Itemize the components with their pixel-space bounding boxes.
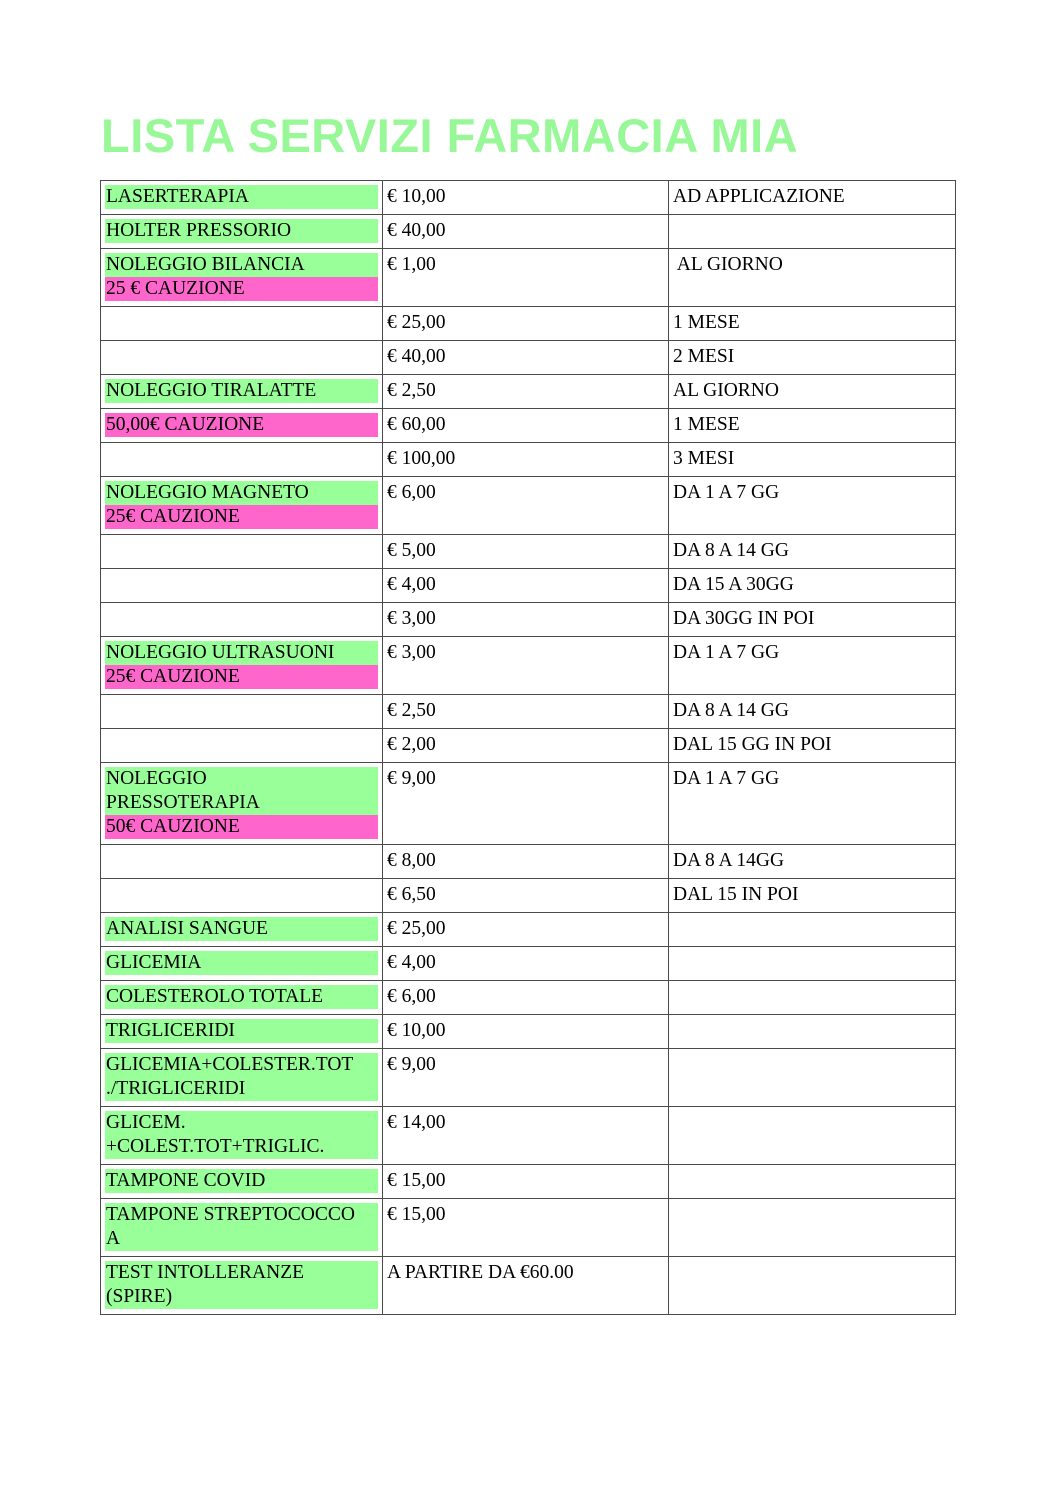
table-row: [101, 569, 956, 603]
service-name-line: TEST INTOLLERANZE: [106, 1262, 305, 1283]
service-cell: [101, 181, 383, 215]
price-cell: € 15,00: [383, 1199, 669, 1257]
services-price-table: [100, 180, 956, 1315]
duration-note-cell: [669, 1165, 956, 1199]
service-name-line: PRESSOTERAPIA: [106, 792, 260, 813]
price-cell: € 25,00: [383, 307, 669, 341]
table-row: [101, 477, 956, 535]
duration-note-cell: [669, 913, 956, 947]
service-cell: [101, 763, 383, 845]
service-name: [105, 985, 378, 1009]
table-row: [101, 1165, 956, 1199]
price-cell: € 10,00: [383, 1015, 669, 1049]
table-row: [101, 181, 956, 215]
table-row: [101, 443, 956, 477]
service-cell: [101, 845, 383, 879]
service-name-line: A: [106, 1228, 121, 1249]
service-cell: [101, 603, 383, 637]
table-row: [101, 845, 956, 879]
service-cell: [101, 443, 383, 477]
price-cell: € 3,00: [383, 603, 669, 637]
price-cell: € 40,00: [383, 215, 669, 249]
service-name-line: NOLEGGIO BILANCIA: [106, 254, 305, 275]
price-cell: € 3,00: [383, 637, 669, 695]
deposit-note: 25€ CAUZIONE: [105, 505, 378, 529]
service-cell: [101, 249, 383, 307]
duration-note-cell: [669, 215, 956, 249]
duration-note-cell: AD APPLICAZIONE: [669, 181, 956, 215]
service-name-line: ./TRIGLICERIDI: [106, 1078, 246, 1099]
table-row: [101, 603, 956, 637]
duration-note-cell: AL GIORNO: [669, 375, 956, 409]
service-name-line: COLESTEROLO TOTALE: [106, 986, 324, 1007]
duration-note-cell: DA 1 A 7 GG: [669, 477, 956, 535]
duration-note-cell: [669, 1015, 956, 1049]
price-cell: € 10,00: [383, 181, 669, 215]
deposit-note: 25 € CAUZIONE: [105, 277, 378, 301]
service-name: [105, 253, 378, 277]
table-row: [101, 981, 956, 1015]
price-cell: € 60,00: [383, 409, 669, 443]
duration-note-cell: DA 1 A 7 GG: [669, 763, 956, 845]
price-cell: € 6,00: [383, 981, 669, 1015]
price-cell: € 2,00: [383, 729, 669, 763]
price-cell: € 15,00: [383, 1165, 669, 1199]
duration-note-cell: DA 8 A 14 GG: [669, 535, 956, 569]
table-row: [101, 1199, 956, 1257]
price-cell: € 6,00: [383, 477, 669, 535]
service-cell: [101, 535, 383, 569]
service-cell: [101, 375, 383, 409]
service-cell: [101, 981, 383, 1015]
service-cell: [101, 215, 383, 249]
duration-note-cell: [669, 981, 956, 1015]
table-row: [101, 695, 956, 729]
price-cell: A PARTIRE DA €60.00: [383, 1257, 669, 1315]
table-row: [101, 307, 956, 341]
service-name-line: GLICEMIA: [106, 952, 202, 973]
service-name: [105, 1203, 378, 1251]
service-cell: [101, 947, 383, 981]
service-cell: [101, 1257, 383, 1315]
service-name-line: TRIGLICERIDI: [106, 1020, 235, 1041]
service-cell: [101, 409, 383, 443]
service-name: [105, 1169, 378, 1193]
service-cell: [101, 637, 383, 695]
service-name-line: GLICEM.: [106, 1112, 186, 1133]
service-name-line: NOLEGGIO: [106, 768, 207, 789]
duration-note-cell: AL GIORNO: [669, 249, 956, 307]
service-name: [105, 1111, 378, 1159]
service-cell: [101, 1015, 383, 1049]
service-cell: [101, 1165, 383, 1199]
service-name-line: +COLEST.TOT+TRIGLIC.: [106, 1136, 325, 1157]
service-cell: [101, 1049, 383, 1107]
table-row: [101, 1257, 956, 1315]
service-cell: [101, 913, 383, 947]
price-cell: € 1,00: [383, 249, 669, 307]
duration-note-cell: 1 MESE: [669, 409, 956, 443]
service-name-line: TAMPONE STREPTOCOCCO: [106, 1204, 355, 1225]
table-row: [101, 913, 956, 947]
duration-note-cell: DA 30GG IN POI: [669, 603, 956, 637]
service-cell: [101, 477, 383, 535]
price-cell: € 100,00: [383, 443, 669, 477]
duration-note-cell: DA 8 A 14 GG: [669, 695, 956, 729]
service-name: [105, 185, 378, 209]
price-cell: € 2,50: [383, 375, 669, 409]
service-cell: [101, 729, 383, 763]
price-cell: € 8,00: [383, 845, 669, 879]
table-row: [101, 879, 956, 913]
service-name: [105, 767, 378, 815]
price-cell: € 9,00: [383, 763, 669, 845]
duration-note-cell: [669, 1257, 956, 1315]
table-row: [101, 1107, 956, 1165]
service-name: [105, 1019, 378, 1043]
service-name: [105, 379, 378, 403]
duration-note-cell: 2 MESI: [669, 341, 956, 375]
table-row: [101, 947, 956, 981]
price-cell: € 14,00: [383, 1107, 669, 1165]
table-row: [101, 729, 956, 763]
service-cell: [101, 307, 383, 341]
table-row: [101, 249, 956, 307]
price-cell: € 2,50: [383, 695, 669, 729]
service-name-line: ANALISI SANGUE: [106, 918, 268, 939]
service-name-line: NOLEGGIO MAGNETO: [106, 482, 309, 503]
service-name-line: HOLTER PRESSORIO: [106, 220, 292, 241]
duration-note-cell: DA 8 A 14GG: [669, 845, 956, 879]
duration-note-cell: DAL 15 IN POI: [669, 879, 956, 913]
service-cell: [101, 569, 383, 603]
service-name-line: LASERTERAPIA: [106, 186, 249, 207]
duration-note-cell: [669, 1199, 956, 1257]
services-table-body: [101, 181, 956, 1315]
price-cell: € 25,00: [383, 913, 669, 947]
service-cell: [101, 1199, 383, 1257]
table-row: [101, 637, 956, 695]
table-row: [101, 1015, 956, 1049]
service-name: [105, 641, 378, 665]
duration-note-cell: [669, 1107, 956, 1165]
service-name: [105, 219, 378, 243]
price-cell: € 4,00: [383, 947, 669, 981]
price-cell: € 4,00: [383, 569, 669, 603]
duration-note-cell: [669, 947, 956, 981]
price-cell: € 5,00: [383, 535, 669, 569]
service-name: [105, 481, 378, 505]
service-name-line: TAMPONE COVID: [106, 1170, 266, 1191]
duration-note-cell: DAL 15 GG IN POI: [669, 729, 956, 763]
service-name: [105, 1261, 378, 1309]
duration-note-cell: DA 15 A 30GG: [669, 569, 956, 603]
page-title: LISTA SERVIZI FARMACIA MIA: [101, 109, 799, 162]
price-cell: € 9,00: [383, 1049, 669, 1107]
service-name-line: NOLEGGIO ULTRASUONI: [106, 642, 335, 663]
table-row: [101, 375, 956, 409]
deposit-note: 50,00€ CAUZIONE: [105, 413, 378, 437]
price-cell: € 40,00: [383, 341, 669, 375]
duration-note-cell: 3 MESI: [669, 443, 956, 477]
service-cell: [101, 879, 383, 913]
service-cell: [101, 695, 383, 729]
service-name-line: NOLEGGIO TIRALATTE: [106, 380, 317, 401]
service-name-line: (SPIRE): [106, 1286, 173, 1307]
duration-note-cell: [669, 1049, 956, 1107]
deposit-note: 50€ CAUZIONE: [105, 815, 378, 839]
table-row: [101, 535, 956, 569]
price-cell: € 6,50: [383, 879, 669, 913]
service-name: [105, 917, 378, 941]
duration-note-cell: 1 MESE: [669, 307, 956, 341]
duration-note-cell: DA 1 A 7 GG: [669, 637, 956, 695]
service-name: [105, 1053, 378, 1101]
table-row: [101, 215, 956, 249]
service-name-line: GLICEMIA+COLESTER.TOT: [106, 1054, 354, 1075]
service-name: [105, 951, 378, 975]
service-cell: [101, 1107, 383, 1165]
table-row: [101, 763, 956, 845]
table-row: [101, 341, 956, 375]
table-row: [101, 409, 956, 443]
table-row: [101, 1049, 956, 1107]
service-cell: [101, 341, 383, 375]
deposit-note: 25€ CAUZIONE: [105, 665, 378, 689]
